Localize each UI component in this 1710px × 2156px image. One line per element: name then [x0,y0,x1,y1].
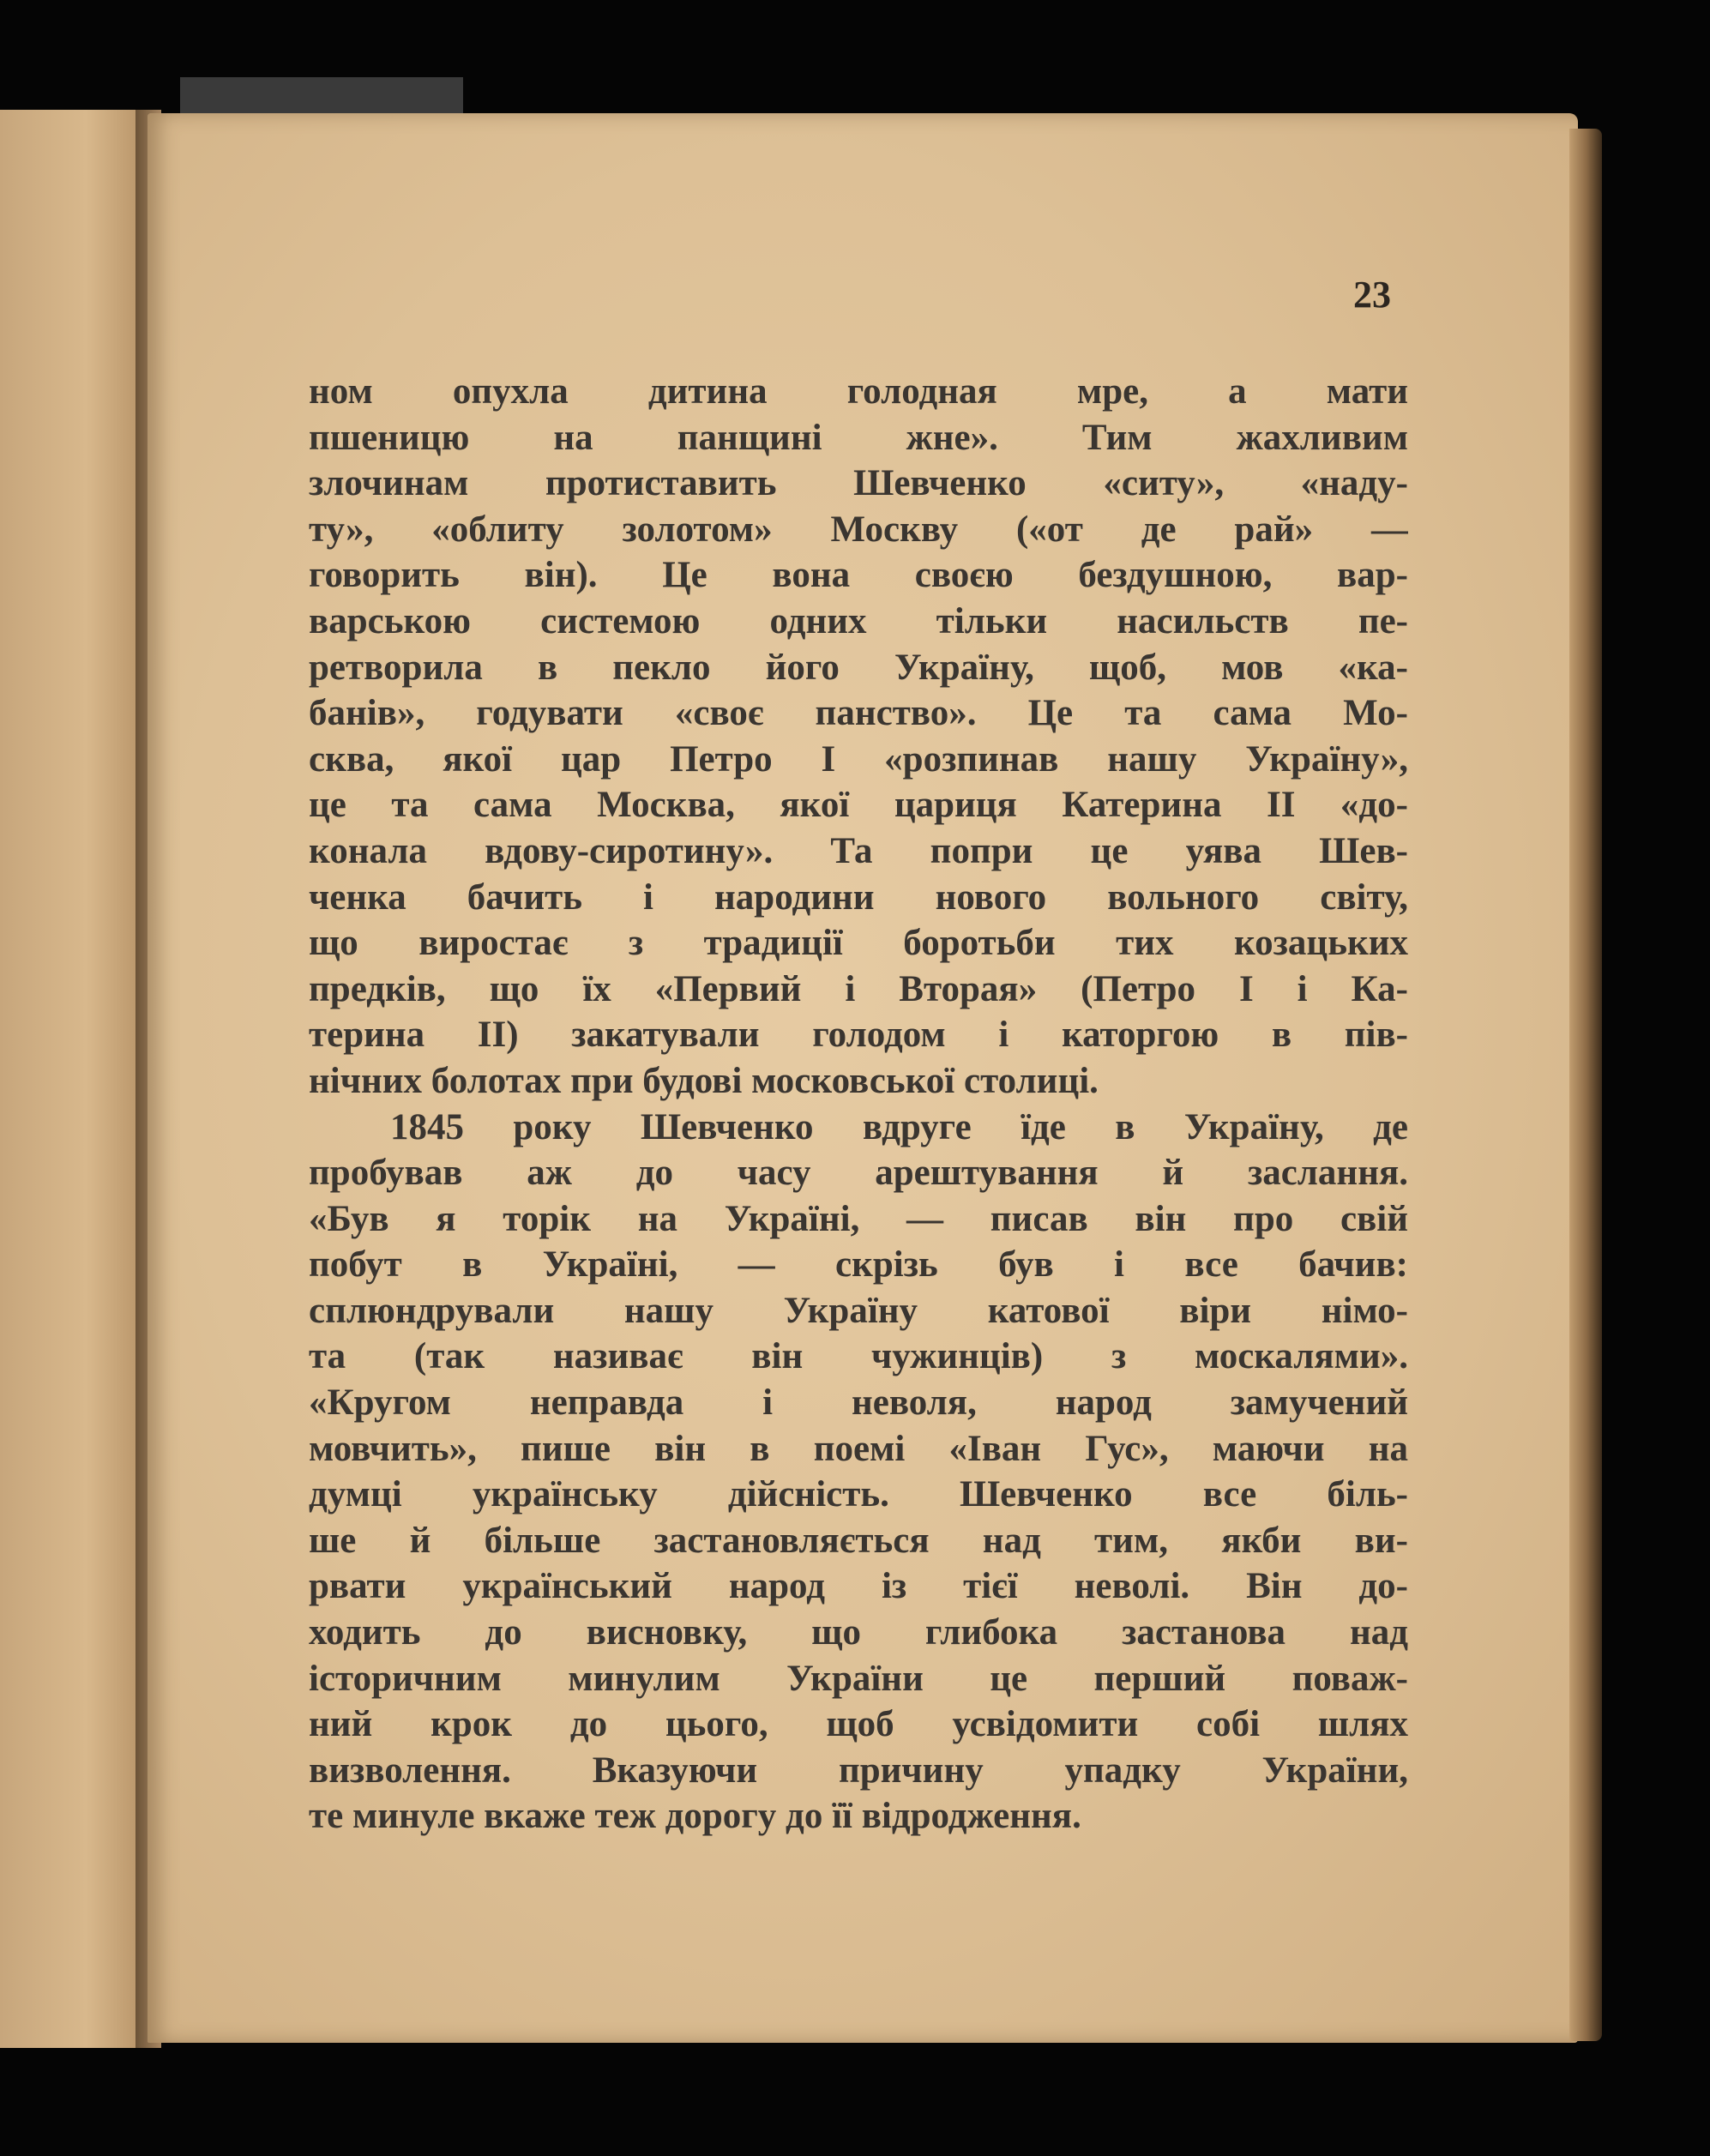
text-line: ту», «облиту золотом» Москву («от де рай» — [309,509,1408,550]
text-line: пробував аж до часу арештування й заслання. [309,1153,1408,1194]
page-edge [1569,129,1602,2041]
page-number: 23 [1353,274,1391,316]
text-line: «Кругом неправда і неволя, народ замучений [309,1382,1408,1424]
text-line: ном опухла дитина голодная мре, а мати [309,371,1408,412]
text-line: говорить він). Це вона своєю бездушною, вар- [309,555,1408,596]
body-text [309,369,1408,1840]
text-line: та (так називає він чужинців) з москалями». [309,1336,1408,1377]
text-line: терина ІІ) закатували голодом і каторгою в пів- [309,1015,1408,1056]
text-line: те минуле вкаже теж дорогу до її відродження. [309,1796,1081,1837]
text-line: побут в Україні, — скрізь був і все бачив: [309,1244,1408,1286]
text-line: ний крок до цього, щоб усвідомити собі шлях [309,1704,1408,1745]
text-line: рвати український народ із тієї неволі. Він до- [309,1566,1408,1607]
text-line: мовчить», пише він в поемі «Іван Гус», маючи на [309,1428,1408,1469]
text-line: «Був я торік на Україні, — писав він про свій [309,1198,1408,1239]
text-line: пшеницю на панщині жне». Тим жахливим [309,417,1408,458]
left-page [0,110,144,2048]
text-line: що виростає з традиції боротьби тих козацьких [309,923,1408,964]
text-line: конала вдову-сиротину». Та попри це уява Шев- [309,830,1408,871]
text-line: сква, якої цар Петро І «розпинав нашу Україну», [309,738,1408,780]
text-line: визволення. Вказуючи причину упадку України, [309,1749,1408,1791]
text-line: ше й більше застановляється над тим, якби ви- [309,1520,1408,1561]
text-line: предків, що їх «Первий і Вторая» (Петро І і Ка- [309,968,1408,1009]
tape-strip [180,77,463,116]
text-line: ходить до висновку, що глибока застанова над [309,1612,1408,1653]
text-line: варською системою одних тільки насильств пе- [309,600,1408,641]
text-line: сплюндрували нашу Україну катової віри німо- [309,1290,1408,1331]
text-line: банів», годувати «своє панство». Це та сама Мо- [309,693,1408,734]
text-line: 1845 року Шевченко вдруге їде в Україну, де [390,1106,1408,1147]
text-line: нічних болотах при будові московської столиці. [309,1060,1099,1101]
text-line: ченка бачить і народини нового вольного світу, [309,876,1408,918]
text-line: історичним минулим України це перший поваж- [309,1658,1408,1699]
text-line: це та сама Москва, якої цариця Катерина ІІ «до- [309,785,1408,826]
text-line: ретворила в пекло його Україну, щоб, мов «ка- [309,647,1408,688]
text-line: думці українську дійсність. Шевченко все біль- [309,1474,1408,1515]
text-line: злочинам протиставить Шевченко «ситу», «наду- [309,463,1408,504]
